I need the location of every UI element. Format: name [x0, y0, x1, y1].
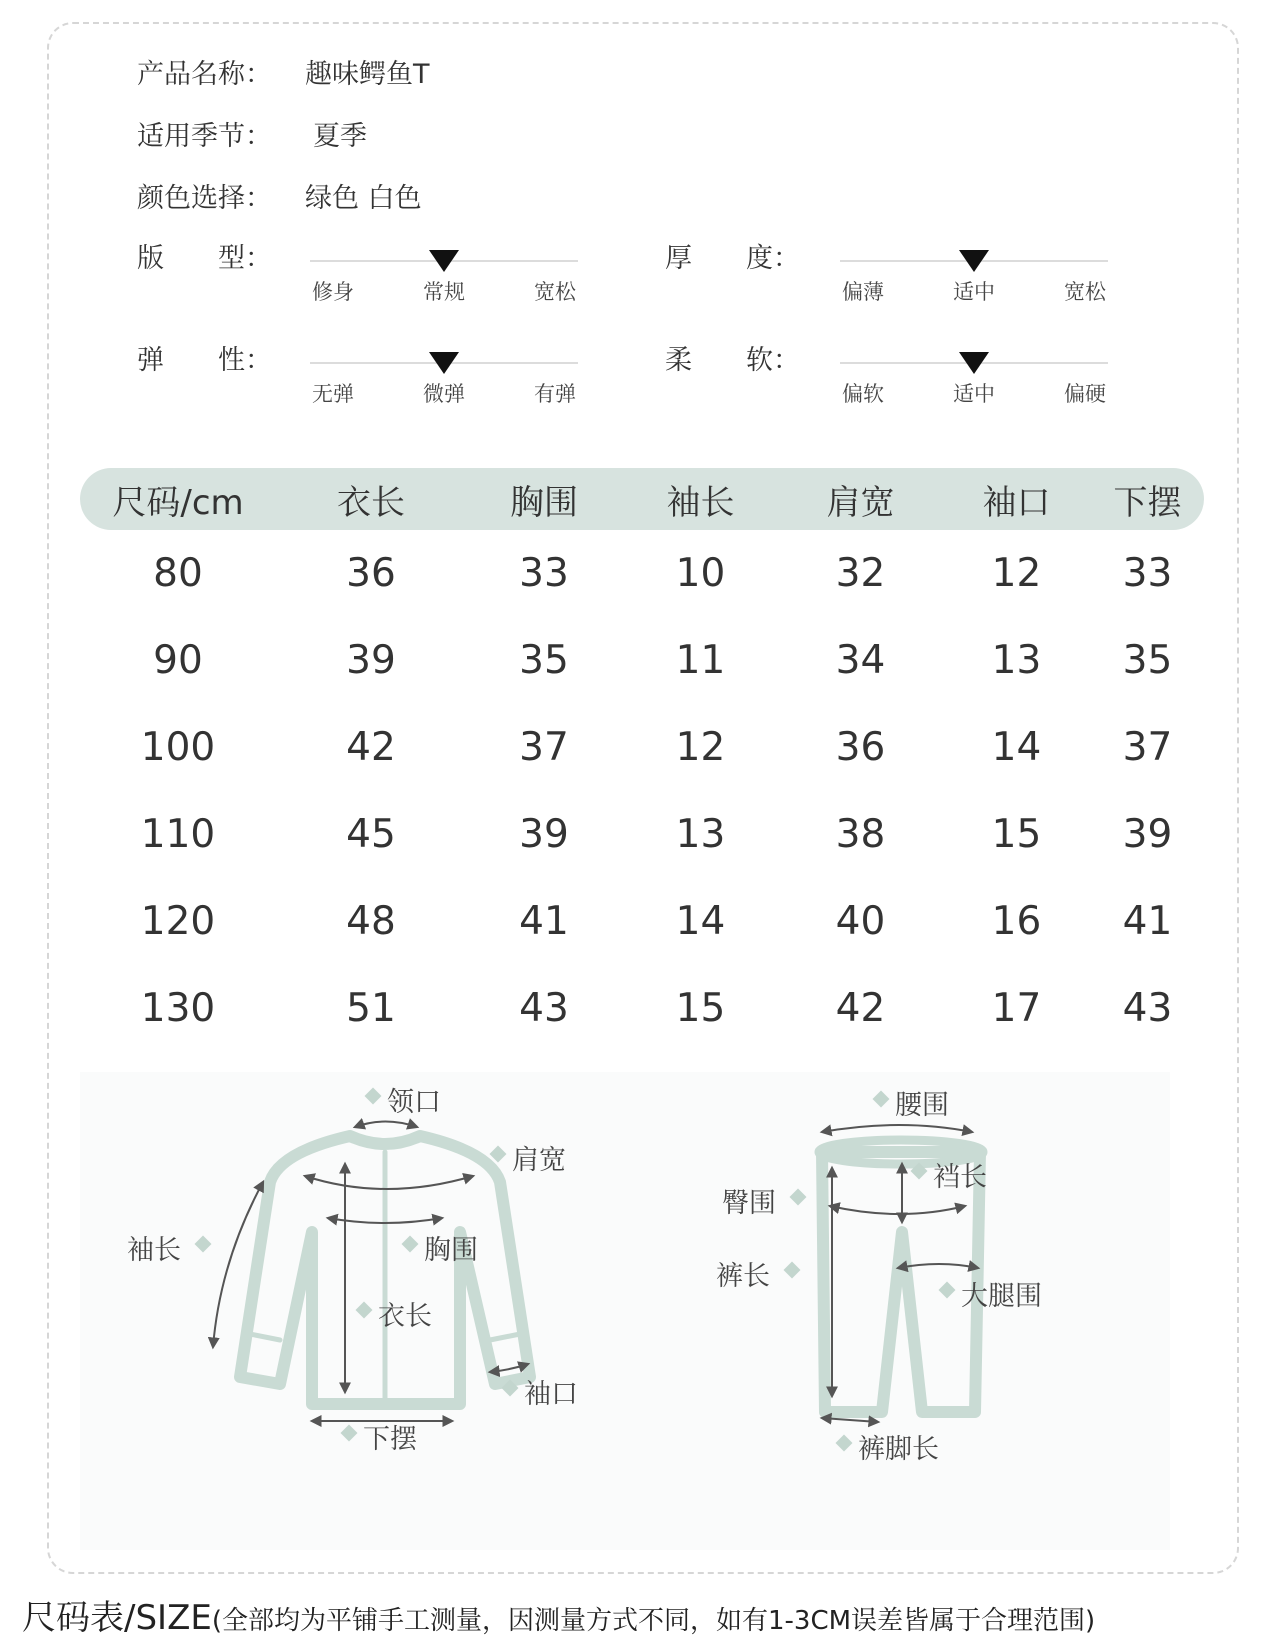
cell-length: 51: [346, 986, 396, 1031]
cell-length: 36: [346, 551, 396, 596]
scale-marker-icon: [959, 352, 989, 374]
thigh-label: 大腿围: [961, 1281, 1042, 1312]
softness-label: 柔 软：: [665, 345, 800, 376]
product-name-label: 产品名称：: [137, 59, 272, 90]
pants-length-label: 裤长: [716, 1261, 770, 1292]
softness-scale: [840, 352, 1108, 412]
cell-sleeve: 13: [675, 812, 726, 857]
cell-chest: 43: [519, 986, 569, 1031]
size-chart-title: 尺码表/SIZE: [22, 1598, 212, 1638]
fit-option-2: 常规: [423, 280, 465, 304]
cell-length: 39: [346, 638, 396, 683]
table-row: [80, 965, 1204, 1052]
body-length-label: 衣长: [378, 1301, 432, 1332]
cell-cuff: 12: [991, 551, 1042, 596]
hip-label: 臀围: [722, 1188, 776, 1219]
size-chart-note: (全部均为平铺手工测量，因测量方式不同，如有1-3CM误差皆属于合理范围): [211, 1606, 1096, 1636]
hem-label: 下摆: [363, 1424, 417, 1455]
scale-marker-icon: [959, 250, 989, 272]
leg-opening-label: 裤脚长: [858, 1434, 939, 1465]
thickness-option-1: 偏薄: [842, 280, 884, 304]
cell-chest: 35: [519, 638, 569, 683]
elasticity-option-2: 微弹: [423, 382, 465, 406]
fit-scale: [310, 250, 578, 310]
color-value: 绿色 白色: [305, 183, 422, 214]
chest-label: 胸围: [424, 1235, 478, 1266]
cell-length: 45: [346, 812, 396, 857]
softness-option-2: 适中: [953, 382, 995, 406]
collar-label: 领口: [387, 1087, 441, 1118]
cell-sleeve: 15: [675, 986, 726, 1031]
cell-hem: 37: [1122, 725, 1173, 770]
scale-marker-icon: [429, 352, 459, 374]
softness-option-1: 偏软: [842, 382, 884, 406]
shoulder-label: 肩宽: [512, 1145, 566, 1176]
cell-cuff: 17: [991, 986, 1042, 1031]
header-size: 尺码/cm: [112, 482, 244, 523]
thickness-scale: [840, 250, 1108, 310]
cell-shoulder: 34: [835, 638, 886, 683]
thickness-option-3: 宽松: [1064, 280, 1106, 304]
elasticity-scale: [310, 352, 578, 412]
cell-chest: 33: [519, 551, 569, 596]
table-row: [80, 617, 1204, 704]
cell-cuff: 16: [991, 899, 1042, 944]
season-value: 夏季: [313, 121, 367, 152]
size-table-body: [80, 530, 1204, 1052]
cell-size: 130: [140, 986, 216, 1031]
cell-length: 42: [346, 725, 396, 770]
cell-shoulder: 32: [835, 551, 886, 596]
shirt-outline: [240, 1136, 530, 1404]
cell-length: 48: [346, 899, 396, 944]
cell-hem: 43: [1122, 986, 1173, 1031]
color-label: 颜色选择：: [137, 183, 272, 214]
cell-hem: 41: [1122, 899, 1173, 944]
cell-sleeve: 14: [675, 899, 726, 944]
fit-label: 版 型：: [137, 243, 272, 274]
table-row: [80, 704, 1204, 791]
header-hem: 下摆: [1113, 482, 1182, 523]
header-shoulder: 肩宽: [826, 482, 895, 523]
cuff-label: 袖口: [524, 1379, 578, 1410]
thickness-label: 厚 度：: [665, 243, 800, 274]
size-table: [80, 468, 1204, 1052]
cell-sleeve: 12: [675, 725, 726, 770]
cell-size: 90: [153, 638, 203, 683]
cell-size: 80: [153, 551, 203, 596]
elasticity-label: 弹 性：: [137, 345, 272, 376]
product-name-value: 趣味鳄鱼T: [305, 59, 430, 90]
sleeve-length-label: 袖长: [127, 1235, 181, 1266]
season-label: 适用季节：: [137, 121, 272, 152]
waist-label: 腰围: [895, 1090, 949, 1121]
cell-cuff: 14: [991, 725, 1042, 770]
fit-option-3: 宽松: [534, 280, 576, 304]
cell-cuff: 15: [991, 812, 1042, 857]
table-row: [80, 791, 1204, 878]
size-chart-caption: [22, 1590, 1095, 1639]
cell-cuff: 13: [991, 638, 1042, 683]
size-table-header: [80, 468, 1204, 530]
cell-size: 100: [140, 725, 216, 770]
header-length: 衣长: [337, 482, 405, 523]
header-sleeve: 袖长: [666, 482, 735, 523]
color-row: [137, 176, 422, 215]
elasticity-option-1: 无弹: [312, 382, 354, 406]
cell-shoulder: 38: [835, 812, 886, 857]
product-name-row: [137, 52, 430, 91]
table-row: [80, 878, 1204, 965]
cell-size: 110: [140, 812, 216, 857]
cell-hem: 39: [1122, 812, 1173, 857]
header-cuff: 袖口: [982, 482, 1051, 523]
cell-shoulder: 40: [835, 899, 886, 944]
cell-hem: 33: [1122, 551, 1173, 596]
elasticity-option-3: 有弹: [534, 382, 576, 406]
cell-shoulder: 42: [835, 986, 886, 1031]
cell-sleeve: 11: [675, 638, 726, 683]
cell-size: 120: [140, 899, 216, 944]
rise-label: 裆长: [933, 1162, 987, 1193]
softness-option-3: 偏硬: [1064, 382, 1106, 406]
table-row: [80, 530, 1204, 617]
season-row: [137, 114, 367, 153]
cell-chest: 39: [519, 812, 569, 857]
measurement-diagram: [80, 1072, 1170, 1550]
cell-shoulder: 36: [835, 725, 886, 770]
thickness-option-2: 适中: [953, 280, 995, 304]
cell-chest: 41: [519, 899, 569, 944]
cell-chest: 37: [519, 725, 569, 770]
cell-hem: 35: [1122, 638, 1173, 683]
cell-sleeve: 10: [675, 551, 726, 596]
header-chest: 胸围: [510, 482, 578, 523]
scale-marker-icon: [429, 250, 459, 272]
fit-option-1: 修身: [312, 280, 354, 304]
